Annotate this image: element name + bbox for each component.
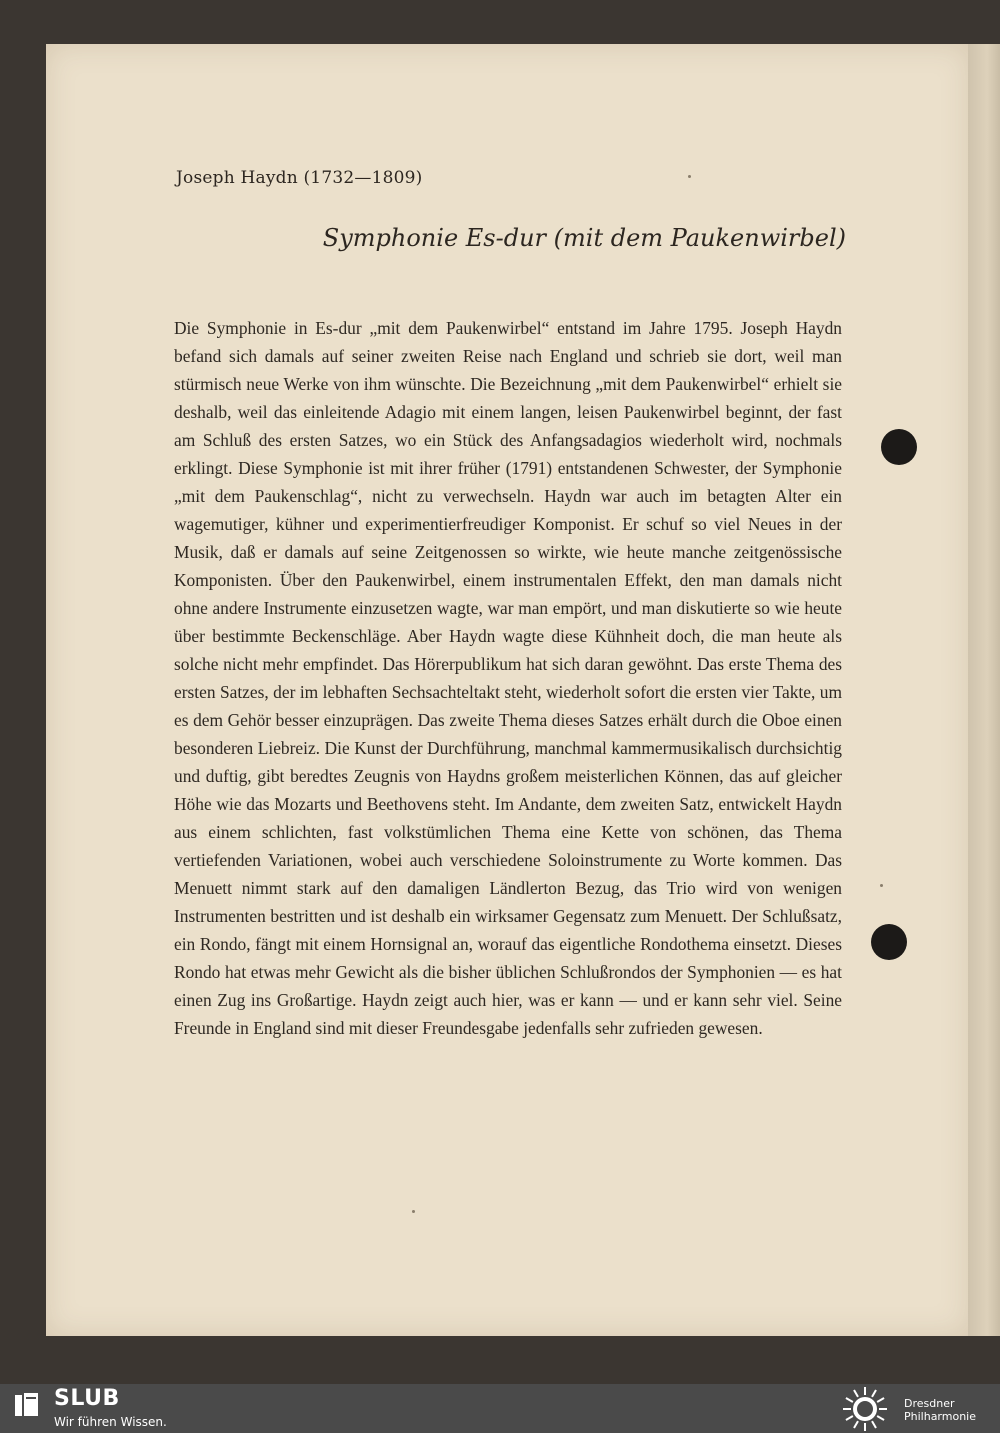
footer-bar [0,1384,1000,1433]
punch-hole [871,924,907,960]
library-name[interactable]: SLUB [54,1386,120,1411]
dresdner-philharmonie-logo-icon[interactable] [842,1386,888,1432]
partner-name[interactable] [904,1397,976,1423]
paper-speck [688,175,691,178]
paper-speck [412,1210,415,1213]
punch-hole [881,429,917,465]
partner-name-line2: Philharmonie [904,1410,976,1423]
paper-speck [880,884,883,887]
document-title: Symphonie Es-dur (mit dem Paukenwirbel) [322,224,846,252]
page-edge [968,44,1000,1336]
document-page [46,44,970,1336]
slub-logo-icon[interactable] [14,1392,40,1418]
partner-name-line1: Dresdner [904,1397,955,1410]
library-tagline: Wir führen Wissen. [54,1415,167,1429]
program-note-text: Die Symphonie in Es-dur „mit dem Paukenwirbel“ entstand im Jahre 1795. Joseph Haydn befand sich damals auf seiner zweiten Reise nach England und schrieb sie dort, weil man stürmisch neue Werke von ihm wünschte. Die Bezeichnung „mit dem Paukenwirbel“ erhielt sie deshalb, weil das einleitende Adagio mit einem langen, leisen Paukenwirbel beginnt, der fast am Schluß des ersten Satzes, wo ein Stück des Anfangsadagios wiederholt wird, nochmals erklingt. Diese Symphonie ist mit ihrer früher (1791) entstandenen Schwester, der Symphonie „mit dem Paukenschlag“, nicht zu verwechseln. Haydn war auch im betagten Alter ein wagemutiger, kühner und experimentierfreudiger Komponist. Er schuf so viel Neues in der Musik, daß er damals auf seine Zeitgenossen so wirkte, wie heute manche zeitgenössische Komponisten. Über den Paukenwirbel, einem instrumentalen Effekt, den man damals nicht ohne andere Instrumente einzusetzen wagte, war man empört, und man diskutierte so wie heute über bestimmte Beckenschläge. Aber Haydn wagte diese Kühnheit doch, die man heute als solche nicht mehr empfindet. Das Hörerpublikum hat sich daran gewöhnt. Das erste Thema des ersten Satzes, der im lebhaften Sechsachteltakt steht, wiederholt sofort die ersten vier Takte, um es dem Gehör besser einzuprägen. Das zweite Thema dieses Satzes erhält durch die Oboe einen besonderen Liebreiz. Die Kunst der Durchführung, manchmal kammermusikalisch durchsichtig und duftig, gibt beredtes Zeugnis von Haydns großem meisterlichen Können, das auf gleicher Höhe wie das Mozarts und Beethovens steht. Im Andante, dem zweiten Satz, entwickelt Haydn aus einem schlichten, fast volkstümlichen Thema eine Kette von schönen, das Thema vertiefenden Variationen, wobei auch verschiedene Soloinstrumente zu Worte kommen. Das Menuett nimmt stark auf den damaligen Ländlerton Bezug, das Trio wird von wenigen Instrumenten bestritten und ist deshalb ein wirksamer Gegensatz zum Menuett. Der Schlußsatz, ein Rondo, fängt mit einem Hornsignal an, worauf das eigentliche Rondothema einsetzt. Dieses Rondo hat etwas mehr Gewicht als die bisher üblichen Schlußrondos der Symphonien — es hat einen Zug ins Großartige. Haydn zeigt auch hier, was er kann — und er kann sehr viel. Seine Freunde in England sind mit dieser Freundesgabe jedenfalls sehr zufrieden gewesen. [174,318,842,1038]
composer-header: Joseph Haydn (1732—1809) [176,168,423,188]
